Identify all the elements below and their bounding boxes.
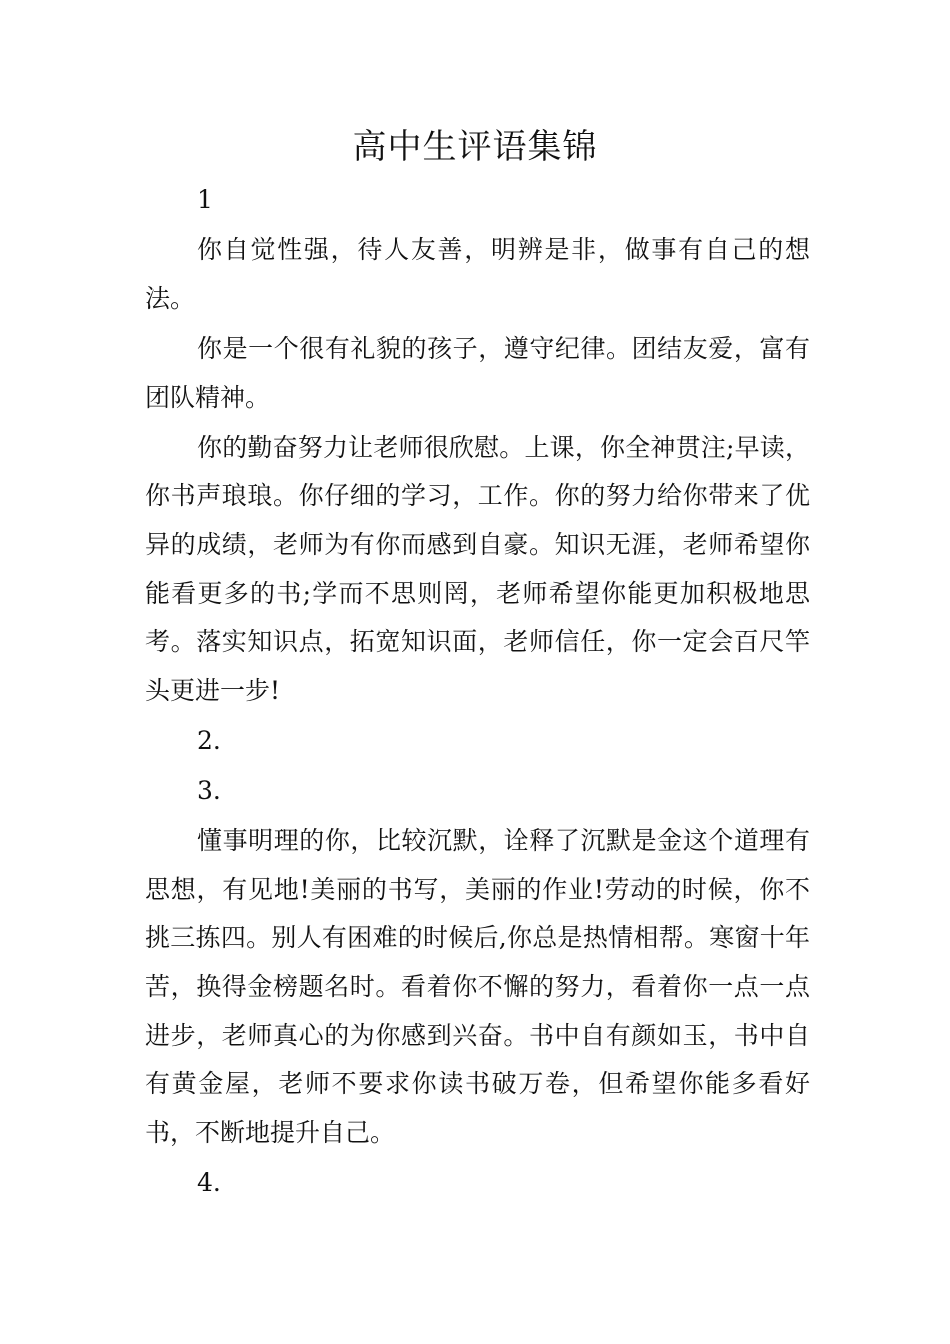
section-number: 3. [197,776,221,806]
comment-paragraph: 你自觉性强，待人友善，明辨是非，做事有自己的想法。 [145,235,810,313]
section-number: 1 [197,185,213,214]
comment-paragraph: 懂事明理的你，比较沉默，诠释了沉默是金这个道理有思想，有见地!美丽的书写，美丽的作业!劳动的时候，你不挑三拣四。别人有困难的时候后,你总是热情相帮。寒窗十年苦，换得金榜题名时。看着你不懈的努力，看着你一点一点进步，老师真心的为你感到兴奋。书中自有颜如玉，书中自有黄金屋，老师不要求你读书破万卷，但希望你能多看好书，不断地提升自己。 [145,826,810,1147]
comment-paragraph: 你是一个很有礼貌的孩子，遵守纪律。团结友爱，富有团队精神。 [145,333,810,412]
section-number: 4. [197,1168,221,1198]
document-body [145,176,810,1209]
section-number: 2. [197,725,221,755]
document-title: 高中生评语集锦 [352,127,598,167]
comment-paragraph: 你的勤奋努力让老师很欣慰。上课，你全神贯注;早读，你书声琅琅。你仔细的学习，工作。你的努力给你带来了优异的成绩，老师为有你而感到自豪。知识无涯，老师希望你能看更多的书;学而不思则罔，老师希望你能更加积极地思考。落实知识点，拓宽知识面，老师信任，你一定会百尺竿头更进一步! [145,432,810,705]
